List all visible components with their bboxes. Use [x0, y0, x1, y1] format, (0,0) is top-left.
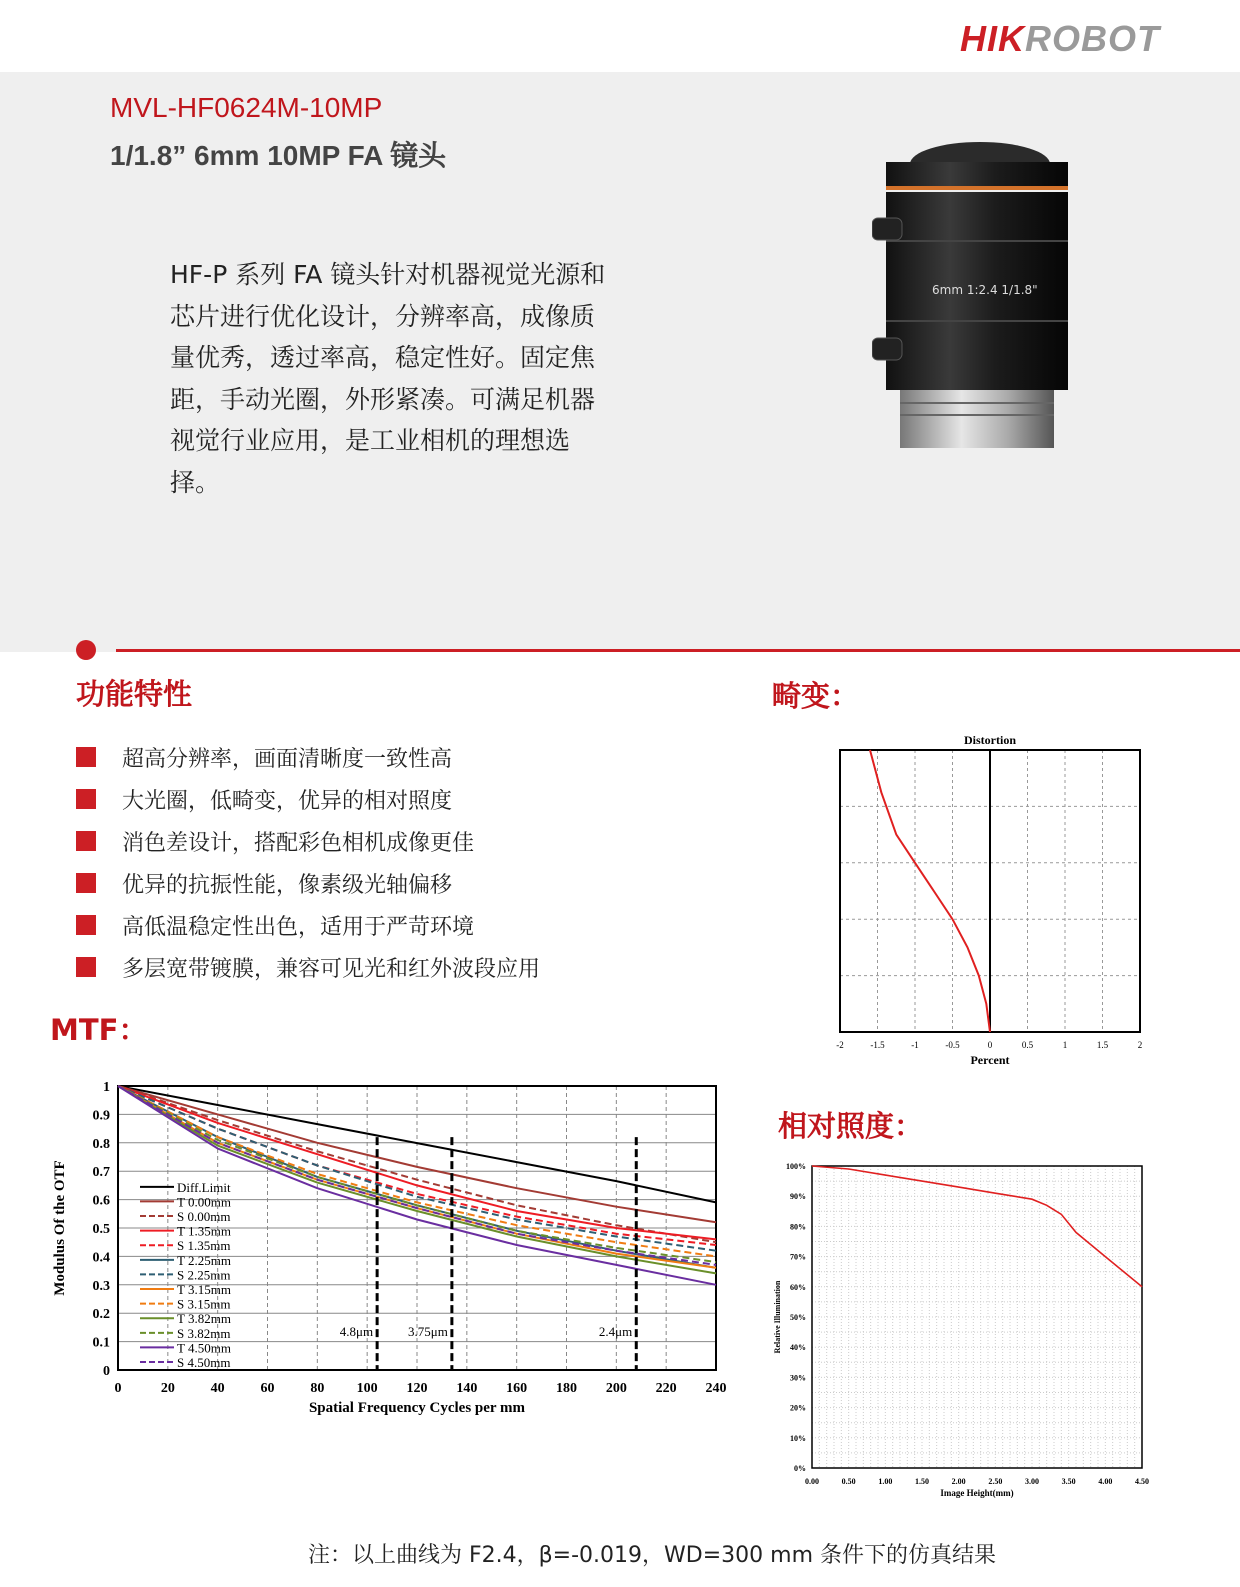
x-tick-label: 0.50: [841, 1477, 856, 1486]
feature-text: 超高分辨率，画面清晰度一致性高: [122, 746, 453, 772]
product-subtitle: 1/1.8” 6mm 10MP FA 镜头: [110, 140, 447, 171]
bullet-square-icon: [76, 789, 96, 809]
x-tick-label: 1.50: [915, 1477, 929, 1486]
lens-product-image: [872, 140, 1082, 460]
mtf-title: MTF：: [50, 1013, 148, 1047]
y-tick-label: 0.9: [92, 1108, 110, 1124]
x-tick-label: 80: [310, 1381, 325, 1396]
x-tick-label: 180: [556, 1381, 577, 1396]
x-tick-label: 4.00: [1098, 1477, 1113, 1486]
y-tick-label: 40%: [790, 1343, 806, 1353]
y-tick-label: 0: [103, 1364, 110, 1379]
distortion-title: 畸变：: [772, 679, 860, 713]
x-tick-label: 3.00: [1025, 1477, 1039, 1486]
x-tick-label: 140: [456, 1381, 478, 1396]
brand-logo-part2: ROBOT: [1025, 18, 1160, 59]
y-tick-label: 1: [103, 1080, 110, 1095]
description-line: 视觉行业应用，是工业相机的理想选: [170, 426, 571, 455]
x-tick-label: 200: [605, 1381, 627, 1396]
x-tick-label: -1: [911, 1040, 919, 1050]
x-tick-label: 2.00: [951, 1477, 966, 1486]
legend-label: T 2.25mm: [177, 1252, 231, 1268]
y-tick-label: 50%: [790, 1313, 806, 1322]
legend-label: S 1.35mm: [177, 1238, 231, 1254]
legend-label: S 4.50mm: [177, 1355, 231, 1371]
frequency-marker-label: 4.8μm: [339, 1323, 374, 1339]
distortion-chart: [830, 732, 1160, 1082]
x-tick-label: -0.5: [945, 1040, 960, 1050]
y-tick-label: 100%: [786, 1162, 806, 1171]
legend-label: S 2.25mm: [177, 1267, 231, 1283]
frequency-marker-label: 3.75μm: [408, 1323, 448, 1339]
mtf-chart: [40, 1076, 740, 1446]
y-tick-label: 10%: [790, 1433, 806, 1443]
lens-marking: 6mm 1:2.4 1/1.8": [932, 283, 1038, 297]
x-tick-label: 2: [1137, 1040, 1143, 1050]
description-line: 距，手动光圈，外形紧凑。可满足机器: [170, 384, 596, 414]
y-tick-label: 0.2: [92, 1307, 110, 1323]
legend-label: S 0.00mm: [177, 1209, 231, 1225]
x-tick-label: 4.50: [1135, 1477, 1149, 1486]
y-tick-label: 0.4: [92, 1250, 110, 1266]
x-tick-label: 2.50: [988, 1477, 1003, 1486]
x-tick-label: 60: [260, 1381, 275, 1396]
features-title: 功能特性: [76, 677, 193, 711]
product-model: MVL-HF0624M-10MP: [110, 92, 383, 123]
bullet-square-icon: [76, 915, 96, 935]
feature-list: [76, 736, 540, 988]
y-tick-label: 0.7: [92, 1165, 110, 1181]
feature-item: [76, 904, 540, 946]
footnote: 注：以上曲线为 F2.4，β=-0.019，WD=300 mm 条件下的仿真结果: [308, 1543, 996, 1568]
feature-item: [76, 820, 540, 862]
y-tick-label: 60%: [790, 1282, 806, 1292]
x-tick-label: 0: [114, 1381, 122, 1396]
distortion-series-line: [870, 750, 990, 1032]
bullet-square-icon: [76, 831, 96, 851]
y-axis-label: Modulus Of the OTF: [52, 1160, 68, 1296]
description-line: 择。: [170, 467, 221, 497]
x-tick-label: 0: [987, 1040, 993, 1050]
legend-label: T 4.50mm: [177, 1340, 231, 1356]
bullet-square-icon: [76, 957, 96, 977]
legend-label: T 1.35mm: [177, 1223, 231, 1239]
y-tick-label: 70%: [790, 1252, 806, 1262]
x-tick-label: 1: [1062, 1040, 1068, 1050]
y-tick-label: 0.8: [92, 1136, 110, 1152]
feature-text: 消色差设计，搭配彩色相机成像更佳: [122, 830, 475, 856]
feature-text: 优异的抗振性能，像素级光轴偏移: [122, 872, 453, 898]
y-tick-label: 90%: [790, 1192, 806, 1202]
feature-item: [76, 946, 540, 988]
frequency-marker-label: 2.4μm: [598, 1323, 633, 1339]
feature-text: 多层宽带镀膜，兼容可见光和红外波段应用: [122, 956, 541, 982]
bullet-square-icon: [76, 873, 96, 893]
x-axis-label: Spatial Frequency Cycles per mm: [308, 1400, 526, 1416]
bullet-square-icon: [76, 747, 96, 767]
y-tick-label: 30%: [790, 1373, 806, 1383]
x-axis-label: Percent: [970, 1053, 1010, 1067]
y-axis-label: Relative Illumination: [773, 1280, 782, 1354]
relative-illumination-chart: [770, 1160, 1170, 1520]
x-tick-label: 160: [506, 1381, 528, 1396]
legend-label: Diff.Limit: [177, 1179, 231, 1195]
y-tick-label: 0.5: [92, 1222, 110, 1237]
x-tick-label: -1.5: [870, 1040, 885, 1050]
relative-illumination-title: 相对照度：: [778, 1109, 924, 1143]
description-line: HF-P 系列 FA 镜头针对机器视觉光源和: [170, 260, 606, 289]
y-tick-label: 20%: [790, 1403, 806, 1413]
x-tick-label: -2: [836, 1040, 844, 1050]
x-tick-label: 3.50: [1061, 1477, 1076, 1486]
x-tick-label: 220: [655, 1381, 677, 1396]
separator-dot: [76, 640, 96, 660]
feature-item: [76, 862, 540, 904]
legend-label: S 3.82mm: [177, 1325, 231, 1341]
x-tick-label: 20: [160, 1381, 175, 1396]
y-tick-label: 0%: [794, 1464, 806, 1473]
x-tick-label: 120: [406, 1381, 428, 1396]
legend-label: T 0.00mm: [177, 1194, 231, 1210]
x-tick-label: 0.5: [1021, 1040, 1034, 1050]
chart-title: Distortion: [964, 733, 1016, 747]
y-tick-label: 0.3: [92, 1278, 110, 1294]
x-tick-label: 100: [356, 1381, 378, 1396]
x-tick-label: 40: [210, 1381, 225, 1396]
brand-logo-part1: HIK: [960, 18, 1025, 59]
legend-label: T 3.15mm: [177, 1282, 231, 1298]
y-tick-label: 0.1: [92, 1335, 110, 1351]
x-tick-label: 0.00: [805, 1477, 819, 1486]
brand-logo: [960, 18, 1160, 60]
description-line: 量优秀，透过率高，稳定性好。固定焦: [170, 343, 596, 372]
feature-text: 大光圈，低畸变，优异的相对照度: [122, 788, 453, 814]
product-description: [170, 254, 660, 503]
feature-text: 高低温稳定性出色，适用于严苛环境: [122, 914, 475, 940]
x-tick-label: 240: [705, 1381, 727, 1396]
x-axis-label: Image Height(mm): [940, 1488, 1014, 1498]
description-line: 芯片进行优化设计，分辨率高，成像质: [170, 301, 596, 331]
x-tick-label: 1.00: [878, 1477, 893, 1486]
legend-label: T 3.82mm: [177, 1311, 231, 1327]
y-tick-label: 80%: [790, 1222, 806, 1232]
separator-line: [116, 649, 1240, 652]
legend-label: S 3.15mm: [177, 1296, 231, 1312]
x-tick-label: 1.5: [1096, 1040, 1109, 1050]
y-tick-label: 0.6: [92, 1193, 110, 1209]
feature-item: [76, 778, 540, 820]
feature-item: [76, 736, 540, 778]
